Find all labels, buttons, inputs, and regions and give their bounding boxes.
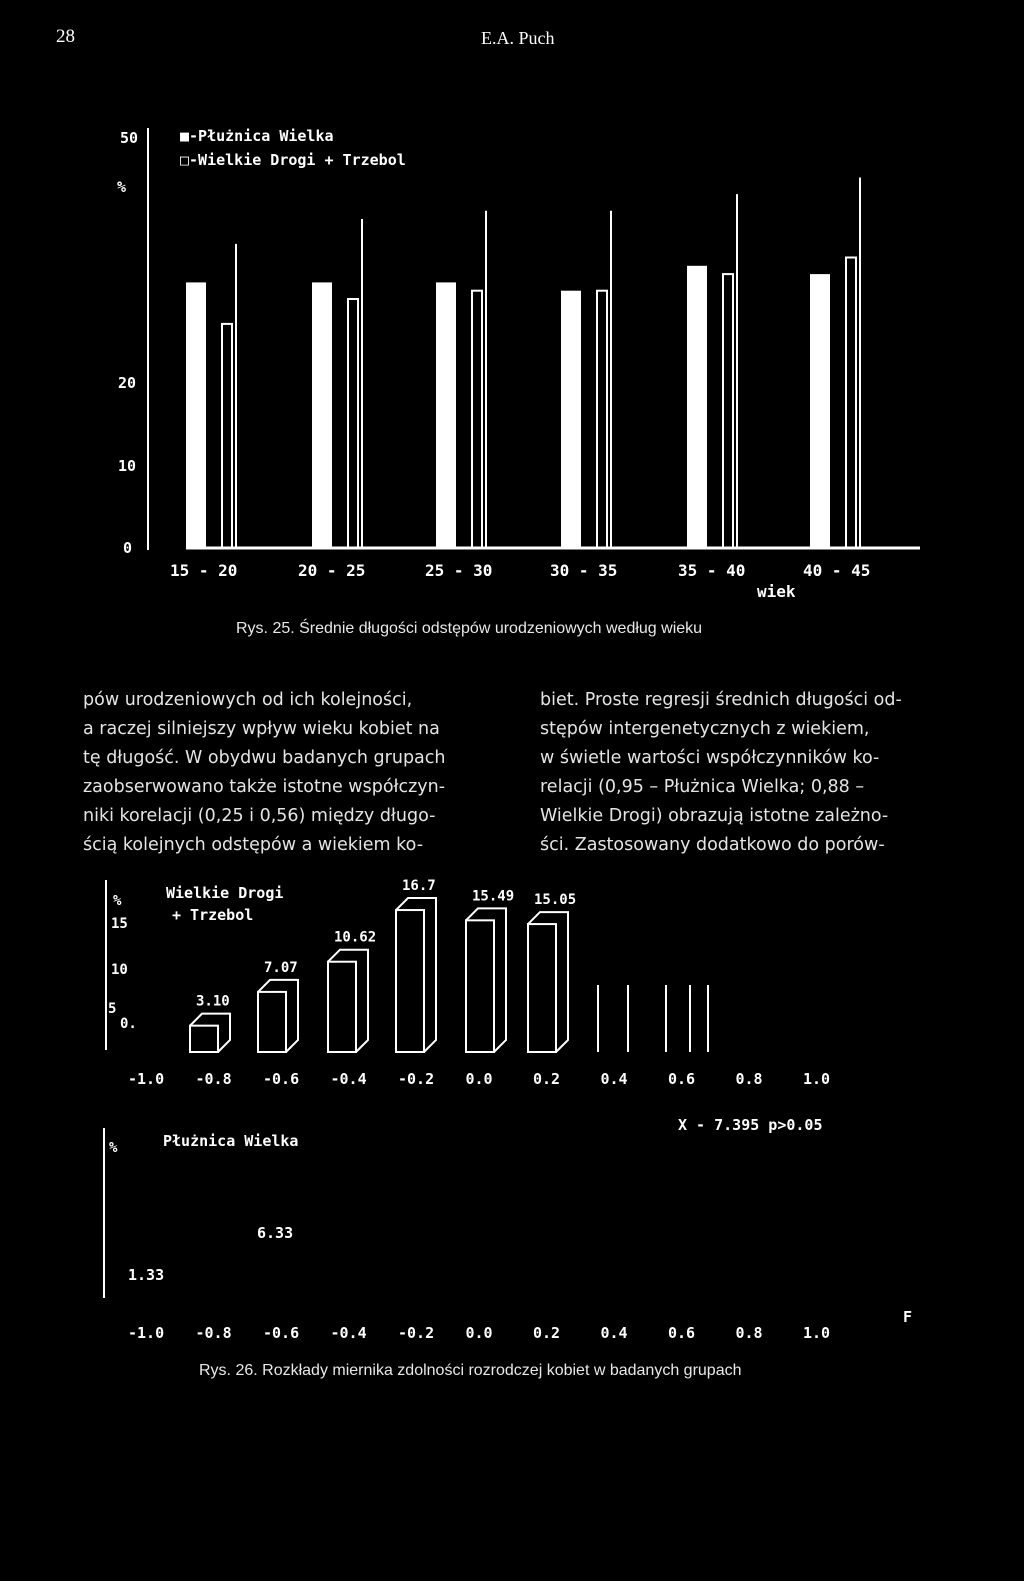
fig26-top-bar-depth bbox=[328, 950, 368, 1052]
fig26-bottom-x-tick: 0.4 bbox=[600, 1324, 628, 1342]
fig25-y-tick-10: 10 bbox=[118, 457, 137, 475]
fig26-bottom-title: Płużnica Wielka bbox=[163, 1132, 299, 1150]
fig25-legend-item-1: ■-Płużnica Wielka bbox=[180, 127, 334, 145]
text-line: w świetle wartości współczynników ko- bbox=[540, 748, 880, 768]
fig26-bottom-x-tick: -0.8 bbox=[195, 1324, 232, 1342]
fig26-top-x-tick: 0.8 bbox=[735, 1070, 763, 1088]
fig26-bottom-x-tick: -0.2 bbox=[398, 1324, 435, 1342]
fig26-top-y-tick-15: 15 bbox=[111, 916, 128, 932]
fig26-top-title-line1: Wielkie Drogi bbox=[166, 884, 284, 902]
fig26-top-y-tick-10: 10 bbox=[111, 962, 128, 978]
fig25-y-unit: % bbox=[117, 178, 127, 196]
fig26-bottom-data-label: 1.33 bbox=[128, 1266, 165, 1284]
fig26-bottom-x-tick: -0.4 bbox=[330, 1324, 367, 1342]
fig26-top-bar-depth bbox=[466, 908, 506, 1052]
fig26-bottom-x-tick: 0.6 bbox=[668, 1324, 696, 1342]
fig26-stats: X - 7.395 p>0.05 bbox=[678, 1116, 823, 1134]
fig25-x-tick: 30 - 35 bbox=[550, 561, 618, 580]
fig26-top-bar bbox=[190, 1026, 218, 1052]
figure-25-caption: Rys. 25. Średnie długości odstępów urodzeniowych według wieku bbox=[236, 620, 703, 637]
figure-26-caption: Rys. 26. Rozkłady miernika zdolności rozrodczej kobiet w badanych grupach bbox=[199, 1362, 742, 1379]
fig26-top-x-tick: 0.0 bbox=[465, 1070, 493, 1088]
fig26-top-bar bbox=[258, 992, 286, 1052]
fig25-x-tick: 25 - 30 bbox=[425, 561, 493, 580]
fig26-top-data-label: 10.62 bbox=[334, 929, 377, 946]
fig26-top-data-label: 16.7 bbox=[402, 878, 436, 895]
fig26-top-x-tick: 0.4 bbox=[600, 1070, 628, 1088]
fig26-top-data-label: 15.49 bbox=[472, 888, 515, 905]
fig26-top-y-tick-5: 5 bbox=[108, 1001, 117, 1017]
fig26-bottom-x-tick: 1.0 bbox=[803, 1324, 831, 1342]
fig26-bottom-x-tick: 0.8 bbox=[735, 1324, 763, 1342]
fig26-top-bar bbox=[466, 920, 494, 1052]
text-line: ści. Zastosowany dodatkowo do porów- bbox=[540, 835, 885, 855]
text-line: ścią kolejnych odstępów a wiekiem ko- bbox=[83, 835, 424, 855]
fig26-top-bar bbox=[528, 924, 556, 1052]
fig26-top-x-tick: -0.8 bbox=[195, 1070, 232, 1088]
fig26-top-data-label: 15.05 bbox=[534, 892, 577, 909]
fig25-x-tick: 15 - 20 bbox=[170, 561, 238, 580]
text-line: stępów intergenetycznych z wiekiem, bbox=[540, 719, 870, 739]
running-title: E.A. Puch bbox=[481, 28, 555, 48]
text-line: relacji (0,95 – Płużnica Wielka; 0,88 – bbox=[540, 777, 865, 797]
fig26-bottom-y-unit: % bbox=[109, 1140, 118, 1156]
fig26-top-bar-depth bbox=[258, 980, 298, 1052]
fig26-top-x-ticks bbox=[128, 1070, 830, 1088]
text-line: zaobserwowano także istotne współczyn- bbox=[83, 777, 446, 797]
fig26-top-y-tick-0: 0. bbox=[120, 1016, 137, 1032]
fig26-top-data-label: 3.10 bbox=[196, 993, 230, 1010]
text-line: a raczej silniejszy wpływ wieku kobiet na bbox=[83, 719, 440, 739]
fig26-bottom-data-label: 6.33 bbox=[257, 1224, 294, 1242]
fig25-x-tick: 20 - 25 bbox=[298, 561, 366, 580]
fig26-top-x-tick: -0.6 bbox=[263, 1070, 300, 1088]
fig26-top-x-tick: -0.4 bbox=[330, 1070, 367, 1088]
fig26-top-bar-depth bbox=[528, 912, 568, 1052]
fig26-top-y-unit: % bbox=[113, 893, 122, 909]
fig26-top-bar-depth bbox=[190, 1014, 230, 1052]
text-line: biet. Proste regresji średnich długości od- bbox=[540, 690, 902, 710]
fig26-bottom-x-tick: -1.0 bbox=[128, 1324, 165, 1342]
fig26-bottom-x-tick: -0.6 bbox=[263, 1324, 300, 1342]
fig26-top-x-tick: 1.0 bbox=[803, 1070, 831, 1088]
text-line: niki korelacji (0,25 i 0,56) między długo- bbox=[83, 806, 436, 826]
fig26-bottom-axis-label: F bbox=[903, 1308, 913, 1326]
fig25-x-tick: 40 - 45 bbox=[803, 561, 871, 580]
fig26-bottom-x-tick: 0.2 bbox=[533, 1324, 561, 1342]
fig25-x-label: wiek bbox=[757, 582, 796, 601]
page-number: 28 bbox=[56, 26, 75, 47]
text-line: Wielkie Drogi) obrazują istotne zależno- bbox=[540, 806, 889, 826]
fig26-bottom-labels bbox=[128, 1224, 293, 1284]
fig25-y-tick-top: 50 bbox=[120, 129, 139, 147]
text-line: pów urodzeniowych od ich kolejności, bbox=[83, 690, 413, 710]
fig26-top-data-label: 7.07 bbox=[264, 959, 298, 976]
fig26-top-x-tick: -1.0 bbox=[128, 1070, 165, 1088]
fig26-top-bar-depth bbox=[396, 898, 436, 1052]
fig26-bottom-x-ticks bbox=[128, 1324, 830, 1342]
fig25-x-tick: 35 - 40 bbox=[678, 561, 746, 580]
fig26-bottom-x-tick: 0.0 bbox=[465, 1324, 493, 1342]
fig26-top-x-tick: 0.6 bbox=[668, 1070, 696, 1088]
fig26-top-bar bbox=[328, 962, 356, 1052]
fig26-top-bar bbox=[396, 910, 424, 1052]
fig25-y-tick-0: 0 bbox=[123, 539, 133, 557]
fig25-y-tick-20: 20 bbox=[118, 374, 137, 392]
fig25-legend-item-2: □-Wielkie Drogi + Trzebol bbox=[180, 151, 406, 169]
fig26-top-x-tick: -0.2 bbox=[398, 1070, 435, 1088]
text-line: tę długość. W obydwu badanych grupach bbox=[83, 748, 446, 768]
fig26-top-x-tick: 0.2 bbox=[533, 1070, 561, 1088]
fig26-top-title-line2: + Trzebol bbox=[172, 906, 254, 924]
